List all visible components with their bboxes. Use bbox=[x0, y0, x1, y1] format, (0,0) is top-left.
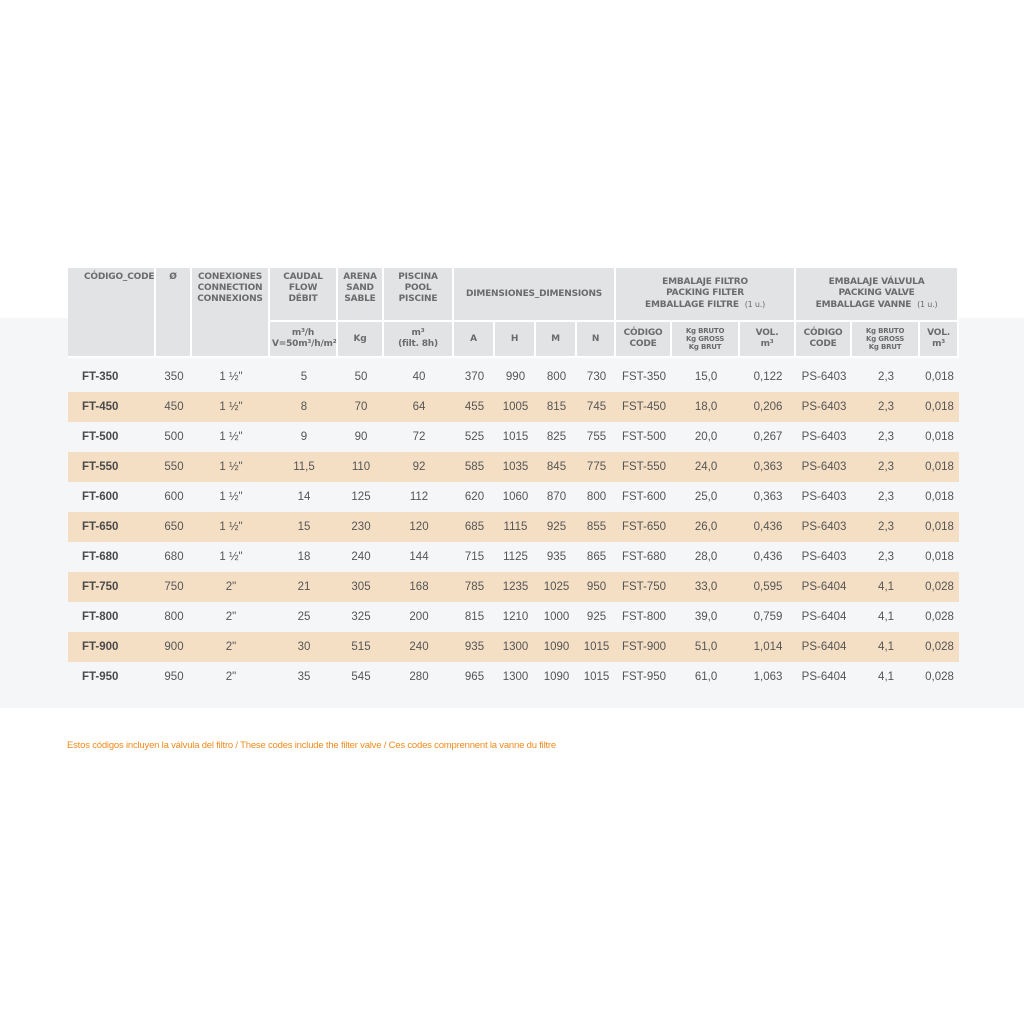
cell-h: 1300 bbox=[495, 632, 536, 662]
cell-code: FT-450 bbox=[68, 392, 156, 422]
cell-vcode: PS-6403 bbox=[801, 431, 847, 443]
cell-code: FT-500 bbox=[82, 431, 119, 443]
cell-flow: 5 bbox=[300, 371, 308, 383]
cell-fkg: 33,0 bbox=[672, 572, 740, 602]
header-valve-packing: EMBALAJE VÁLVULA PACKING VALVE EMBALLAGE VANNE (1 u.) bbox=[796, 268, 959, 322]
cell-n: 745 bbox=[577, 392, 616, 422]
cell-n: 925 bbox=[586, 611, 607, 623]
cell-a: 585 bbox=[454, 452, 495, 482]
cell-pool: 112 bbox=[409, 491, 429, 503]
cell-a: 620 bbox=[464, 491, 485, 503]
cell-conn: 2" bbox=[192, 632, 270, 662]
cell-d: 500 bbox=[164, 431, 184, 443]
cell-m: 845 bbox=[536, 452, 577, 482]
cell-vvol: 0,028 bbox=[920, 632, 959, 662]
cell-vcode: PS-6404 bbox=[801, 671, 847, 683]
cell-d: 600 bbox=[164, 491, 184, 503]
cell-d: 650 bbox=[156, 512, 192, 542]
cell-sand: 515 bbox=[338, 632, 384, 662]
cell-vcode: PS-6403 bbox=[796, 392, 852, 422]
cell-fcode: FST-350 bbox=[621, 371, 667, 383]
cell-fvol: 0,595 bbox=[740, 572, 796, 602]
cell-vkg: 4,1 bbox=[852, 572, 920, 602]
cell-vcode: PS-6404 bbox=[796, 632, 852, 662]
header-pool: PISCINA POOL PISCINE bbox=[384, 268, 454, 322]
cell-sand: 305 bbox=[338, 572, 384, 602]
cell-vvol: 0,018 bbox=[920, 392, 959, 422]
cell-a: 525 bbox=[464, 431, 485, 443]
header-diameter: Ø bbox=[156, 268, 192, 358]
cell-fkg: 18,0 bbox=[672, 392, 740, 422]
header-filter-code: CÓDIGO CODE bbox=[616, 322, 672, 358]
cell-m: 925 bbox=[536, 512, 577, 542]
cell-conn: 2" bbox=[225, 671, 237, 683]
cell-m: 825 bbox=[546, 431, 567, 443]
cell-m: 1000 bbox=[543, 611, 570, 623]
cell-a: 815 bbox=[464, 611, 485, 623]
cell-h: 1035 bbox=[495, 452, 536, 482]
cell-sand: 230 bbox=[338, 512, 384, 542]
cell-fkg: 39,0 bbox=[694, 611, 718, 623]
cell-flow: 8 bbox=[270, 392, 338, 422]
header-valve-weight: Kg BRUTO Kg GROSS Kg BRUT bbox=[852, 322, 920, 358]
header-connections: CONEXIONES CONNECTION CONNEXIONS bbox=[192, 268, 270, 358]
table-row bbox=[68, 512, 959, 542]
cell-vvol: 0,028 bbox=[925, 611, 954, 623]
header-dim-a: A bbox=[454, 322, 495, 358]
cell-conn: 1 ½" bbox=[219, 431, 243, 443]
header-flow-unit: m³/h V=50m³/h/m² bbox=[270, 322, 338, 358]
cell-d: 680 bbox=[164, 551, 184, 563]
cell-fcode: FST-650 bbox=[616, 512, 672, 542]
cell-vkg: 2,3 bbox=[852, 512, 920, 542]
cell-conn: 1 ½" bbox=[192, 512, 270, 542]
table-row bbox=[68, 422, 959, 452]
cell-flow: 30 bbox=[270, 632, 338, 662]
spec-table bbox=[68, 268, 959, 692]
cell-a: 455 bbox=[454, 392, 495, 422]
cell-fvol: 0,436 bbox=[753, 551, 783, 563]
header-sand-unit: Kg bbox=[338, 322, 384, 358]
cell-vvol: 0,018 bbox=[925, 371, 954, 383]
cell-vvol: 0,018 bbox=[920, 452, 959, 482]
table-body bbox=[68, 358, 959, 692]
cell-a: 370 bbox=[464, 371, 485, 383]
cell-fkg: 51,0 bbox=[672, 632, 740, 662]
cell-n: 1015 bbox=[577, 632, 616, 662]
cell-sand: 125 bbox=[351, 491, 371, 503]
footnote: Estos códigos incluyen la válvula del filtro / These codes include the filter valve / Ces codes comprennent la vanne du filtre bbox=[67, 740, 556, 751]
cell-d: 550 bbox=[156, 452, 192, 482]
cell-n: 950 bbox=[577, 572, 616, 602]
cell-n: 1015 bbox=[583, 671, 610, 683]
cell-sand: 110 bbox=[338, 452, 384, 482]
header-dim-n: N bbox=[577, 322, 616, 358]
header-valve-code: CÓDIGO CODE bbox=[796, 322, 852, 358]
header-dim-h: H bbox=[495, 322, 536, 358]
cell-conn: 1 ½" bbox=[219, 371, 243, 383]
cell-code: FT-350 bbox=[82, 371, 119, 383]
cell-fkg: 24,0 bbox=[672, 452, 740, 482]
header-filter-weight: Kg BRUTO Kg GROSS Kg BRUT bbox=[672, 322, 740, 358]
cell-m: 935 bbox=[546, 551, 567, 563]
cell-pool: 168 bbox=[384, 572, 454, 602]
cell-sand: 240 bbox=[351, 551, 371, 563]
cell-h: 1300 bbox=[502, 671, 529, 683]
header-sand: ARENA SAND SABLE bbox=[338, 268, 384, 322]
cell-fcode: FST-450 bbox=[616, 392, 672, 422]
cell-vkg: 2,3 bbox=[852, 392, 920, 422]
cell-m: 1090 bbox=[536, 632, 577, 662]
cell-code: FT-800 bbox=[82, 611, 119, 623]
cell-code: FT-600 bbox=[82, 491, 119, 503]
cell-d: 450 bbox=[156, 392, 192, 422]
cell-flow: 35 bbox=[297, 671, 311, 683]
cell-code: FT-680 bbox=[82, 551, 119, 563]
cell-fcode: FST-600 bbox=[621, 491, 667, 503]
cell-vcode: PS-6403 bbox=[796, 452, 852, 482]
cell-fcode: FST-950 bbox=[621, 671, 667, 683]
cell-vcode: PS-6404 bbox=[801, 611, 847, 623]
cell-flow: 21 bbox=[270, 572, 338, 602]
cell-code: FT-650 bbox=[68, 512, 156, 542]
cell-code: FT-550 bbox=[68, 452, 156, 482]
header-filter-vol: VOL. m³ bbox=[740, 322, 796, 358]
cell-flow: 18 bbox=[297, 551, 311, 563]
cell-fvol: 0,436 bbox=[740, 512, 796, 542]
cell-fkg: 25,0 bbox=[694, 491, 718, 503]
cell-code: FT-900 bbox=[68, 632, 156, 662]
cell-pool: 200 bbox=[409, 611, 429, 623]
table-row bbox=[68, 358, 959, 392]
header-valve-vol: VOL. m³ bbox=[920, 322, 959, 358]
cell-conn: 1 ½" bbox=[219, 491, 243, 503]
cell-fvol: 0,267 bbox=[753, 431, 783, 443]
cell-fkg: 15,0 bbox=[694, 371, 718, 383]
cell-fcode: FST-500 bbox=[621, 431, 667, 443]
header-pool-unit: m³ (filt. 8h) bbox=[384, 322, 454, 358]
cell-m: 800 bbox=[546, 371, 567, 383]
cell-fcode: FST-900 bbox=[616, 632, 672, 662]
cell-vvol: 0,018 bbox=[925, 551, 954, 563]
cell-a: 715 bbox=[464, 551, 485, 563]
cell-fvol: 0,206 bbox=[740, 392, 796, 422]
cell-a: 935 bbox=[454, 632, 495, 662]
cell-vkg: 4,1 bbox=[878, 611, 895, 623]
cell-conn: 1 ½" bbox=[192, 392, 270, 422]
cell-pool: 92 bbox=[384, 452, 454, 482]
cell-conn: 1 ½" bbox=[192, 452, 270, 482]
cell-n: 855 bbox=[577, 512, 616, 542]
cell-vvol: 0,018 bbox=[925, 491, 954, 503]
cell-h: 1125 bbox=[503, 551, 528, 563]
cell-h: 1060 bbox=[502, 491, 529, 503]
cell-h: 1210 bbox=[502, 611, 529, 623]
cell-d: 900 bbox=[156, 632, 192, 662]
cell-pool: 280 bbox=[409, 671, 429, 683]
cell-fkg: 26,0 bbox=[672, 512, 740, 542]
table-row bbox=[68, 662, 959, 692]
cell-pool: 240 bbox=[384, 632, 454, 662]
cell-vcode: PS-6403 bbox=[796, 512, 852, 542]
cell-fvol: 0,759 bbox=[753, 611, 783, 623]
header-code: CÓDIGO_CODE bbox=[68, 268, 156, 358]
cell-sand: 545 bbox=[351, 671, 371, 683]
cell-vvol: 0,018 bbox=[925, 431, 954, 443]
header-flow: CAUDAL FLOW DÉBIT bbox=[270, 268, 338, 322]
table-row bbox=[68, 392, 959, 422]
cell-vvol: 0,028 bbox=[920, 572, 959, 602]
cell-h: 990 bbox=[505, 371, 526, 383]
cell-h: 1115 bbox=[495, 512, 536, 542]
cell-vvol: 0,028 bbox=[925, 671, 954, 683]
cell-pool: 72 bbox=[412, 431, 426, 443]
cell-vcode: PS-6403 bbox=[801, 491, 847, 503]
cell-fcode: FST-550 bbox=[616, 452, 672, 482]
cell-vkg: 2,3 bbox=[878, 431, 895, 443]
cell-fvol: 0,363 bbox=[740, 452, 796, 482]
cell-vkg: 2,3 bbox=[878, 491, 895, 503]
cell-n: 755 bbox=[586, 431, 607, 443]
cell-n: 775 bbox=[577, 452, 616, 482]
cell-code: FT-950 bbox=[82, 671, 119, 683]
cell-flow: 15 bbox=[270, 512, 338, 542]
cell-a: 685 bbox=[454, 512, 495, 542]
cell-n: 730 bbox=[586, 371, 607, 383]
cell-m: 1090 bbox=[543, 671, 570, 683]
cell-fvol: 0,122 bbox=[753, 371, 783, 383]
cell-fkg: 28,0 bbox=[694, 551, 718, 563]
cell-d: 800 bbox=[164, 611, 184, 623]
cell-vkg: 2,3 bbox=[878, 371, 895, 383]
cell-fvol: 1,014 bbox=[740, 632, 796, 662]
cell-fcode: FST-680 bbox=[621, 551, 667, 563]
cell-m: 1025 bbox=[536, 572, 577, 602]
cell-h: 1235 bbox=[495, 572, 536, 602]
cell-m: 815 bbox=[536, 392, 577, 422]
cell-code: FT-750 bbox=[68, 572, 156, 602]
cell-h: 1015 bbox=[502, 431, 529, 443]
cell-h: 1005 bbox=[495, 392, 536, 422]
cell-vcode: PS-6403 bbox=[801, 371, 847, 383]
cell-fcode: FST-750 bbox=[616, 572, 672, 602]
table-row bbox=[68, 632, 959, 662]
cell-fkg: 20,0 bbox=[694, 431, 718, 443]
cell-d: 350 bbox=[164, 371, 184, 383]
cell-sand: 325 bbox=[351, 611, 371, 623]
cell-a: 965 bbox=[464, 671, 485, 683]
cell-vvol: 0,018 bbox=[920, 512, 959, 542]
cell-flow: 11,5 bbox=[270, 452, 338, 482]
table-row bbox=[68, 602, 959, 632]
cell-m: 870 bbox=[546, 491, 567, 503]
cell-fvol: 1,063 bbox=[753, 671, 783, 683]
cell-d: 950 bbox=[164, 671, 184, 683]
cell-fcode: FST-800 bbox=[621, 611, 667, 623]
table-row bbox=[68, 482, 959, 512]
cell-a: 785 bbox=[454, 572, 495, 602]
cell-pool: 120 bbox=[384, 512, 454, 542]
header-dimensions: DIMENSIONES_DIMENSIONS bbox=[454, 268, 616, 322]
cell-d: 750 bbox=[156, 572, 192, 602]
cell-pool: 144 bbox=[409, 551, 429, 563]
spec-table-container bbox=[68, 268, 959, 692]
header-filter-packing: EMBALAJE FILTRO PACKING FILTER EMBALLAGE FILTRE (1 u.) bbox=[616, 268, 796, 322]
cell-flow: 14 bbox=[297, 491, 311, 503]
cell-n: 800 bbox=[586, 491, 607, 503]
cell-conn: 2" bbox=[192, 572, 270, 602]
cell-flow: 25 bbox=[297, 611, 311, 623]
cell-vcode: PS-6404 bbox=[796, 572, 852, 602]
cell-vkg: 2,3 bbox=[878, 551, 895, 563]
cell-sand: 70 bbox=[338, 392, 384, 422]
cell-fkg: 61,0 bbox=[694, 671, 718, 683]
table-row bbox=[68, 572, 959, 602]
cell-flow: 9 bbox=[300, 431, 308, 443]
cell-pool: 64 bbox=[384, 392, 454, 422]
cell-conn: 1 ½" bbox=[219, 551, 243, 563]
cell-vcode: PS-6403 bbox=[801, 551, 847, 563]
table-row bbox=[68, 542, 959, 572]
cell-vkg: 4,1 bbox=[878, 671, 895, 683]
header-dim-m: M bbox=[536, 322, 577, 358]
cell-sand: 50 bbox=[354, 371, 368, 383]
cell-conn: 2" bbox=[225, 611, 237, 623]
cell-vkg: 4,1 bbox=[852, 632, 920, 662]
table-row bbox=[68, 452, 959, 482]
cell-vkg: 2,3 bbox=[852, 452, 920, 482]
cell-fvol: 0,363 bbox=[753, 491, 783, 503]
cell-sand: 90 bbox=[354, 431, 368, 443]
cell-n: 865 bbox=[586, 551, 607, 563]
cell-pool: 40 bbox=[412, 371, 426, 383]
